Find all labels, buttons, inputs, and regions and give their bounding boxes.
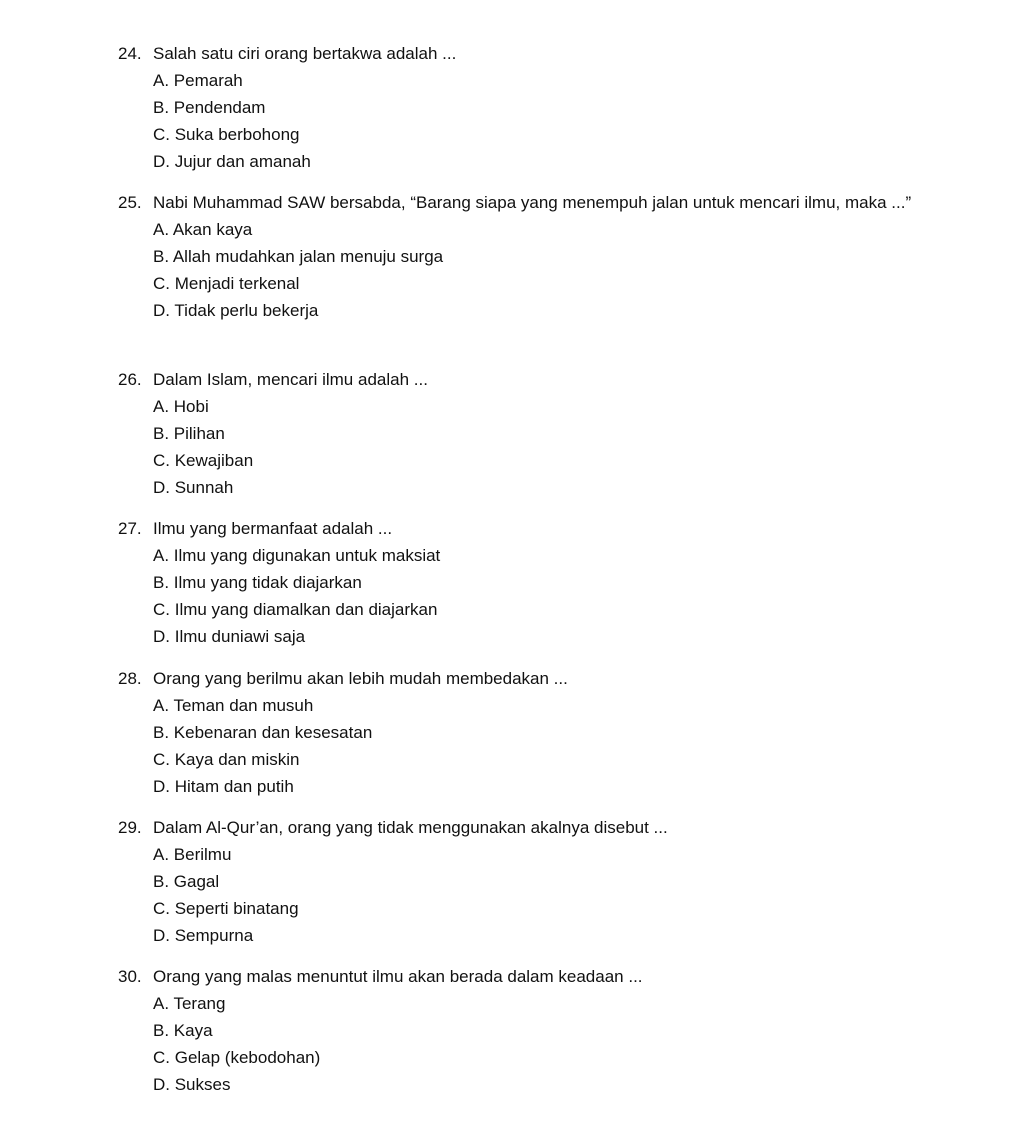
option-b: B. Gagal [153, 872, 220, 891]
question-28 [118, 665, 938, 800]
option-c: C. Suka berbohong [153, 125, 300, 144]
option-d: D. Tidak perlu bekerja [153, 301, 319, 320]
question-24 [118, 40, 938, 175]
question-27 [118, 515, 938, 650]
option-b: B. Pendendam [153, 98, 266, 117]
question-number: 30. [118, 967, 142, 986]
question-number: 28. [118, 669, 142, 688]
option-b: B. Kaya [153, 1021, 213, 1040]
question-text: Dalam Islam, mencari ilmu adalah ... [153, 370, 428, 389]
question-25 [118, 189, 938, 324]
question-number: 24. [118, 44, 142, 63]
question-number: 27. [118, 519, 142, 538]
option-b: B. Pilihan [153, 424, 225, 443]
option-a: A. Hobi [153, 397, 209, 416]
option-c: C. Ilmu yang diamalkan dan diajarkan [153, 600, 438, 619]
question-29 [118, 814, 938, 949]
option-d: D. Hitam dan putih [153, 777, 294, 796]
question-text: Orang yang malas menuntut ilmu akan berada dalam keadaan ... [153, 967, 643, 986]
option-d: D. Sunnah [153, 478, 234, 497]
question-text: Salah satu ciri orang bertakwa adalah ... [153, 44, 457, 63]
question-number: 26. [118, 370, 142, 389]
option-b: B. Allah mudahkan jalan menuju surga [153, 247, 444, 266]
option-d: D. Sukses [153, 1075, 231, 1094]
option-a: A. Terang [153, 994, 226, 1013]
question-26 [118, 366, 938, 501]
option-c: C. Kaya dan miskin [153, 750, 300, 769]
option-a: A. Ilmu yang digunakan untuk maksiat [153, 546, 441, 565]
question-number: 29. [118, 818, 142, 837]
question-text: Ilmu yang bermanfaat adalah ... [153, 519, 393, 538]
option-a: A. Berilmu [153, 845, 232, 864]
option-a: A. Teman dan musuh [153, 696, 314, 715]
option-b: B. Kebenaran dan kesesatan [153, 723, 373, 742]
option-a: A. Pemarah [153, 71, 243, 90]
option-c: C. Menjadi terkenal [153, 274, 300, 293]
option-c: C. Kewajiban [153, 451, 254, 470]
option-d: D. Jujur dan amanah [153, 152, 311, 171]
option-c: C. Seperti binatang [153, 899, 299, 918]
question-text: Nabi Muhammad SAW bersabda, “Barang siapa yang menempuh jalan untuk mencari ilmu, maka ...” [153, 193, 912, 212]
question-text: Orang yang berilmu akan lebih mudah membedakan ... [153, 669, 568, 688]
option-b: B. Ilmu yang tidak diajarkan [153, 573, 362, 592]
option-c: C. Gelap (kebodohan) [153, 1048, 321, 1067]
question-number: 25. [118, 193, 142, 212]
question-30 [118, 963, 938, 1098]
option-a: A. Akan kaya [153, 220, 253, 239]
question-text: Dalam Al-Qur’an, orang yang tidak menggunakan akalnya disebut ... [153, 818, 668, 837]
option-d: D. Sempurna [153, 926, 254, 945]
option-d: D. Ilmu duniawi saja [153, 627, 306, 646]
